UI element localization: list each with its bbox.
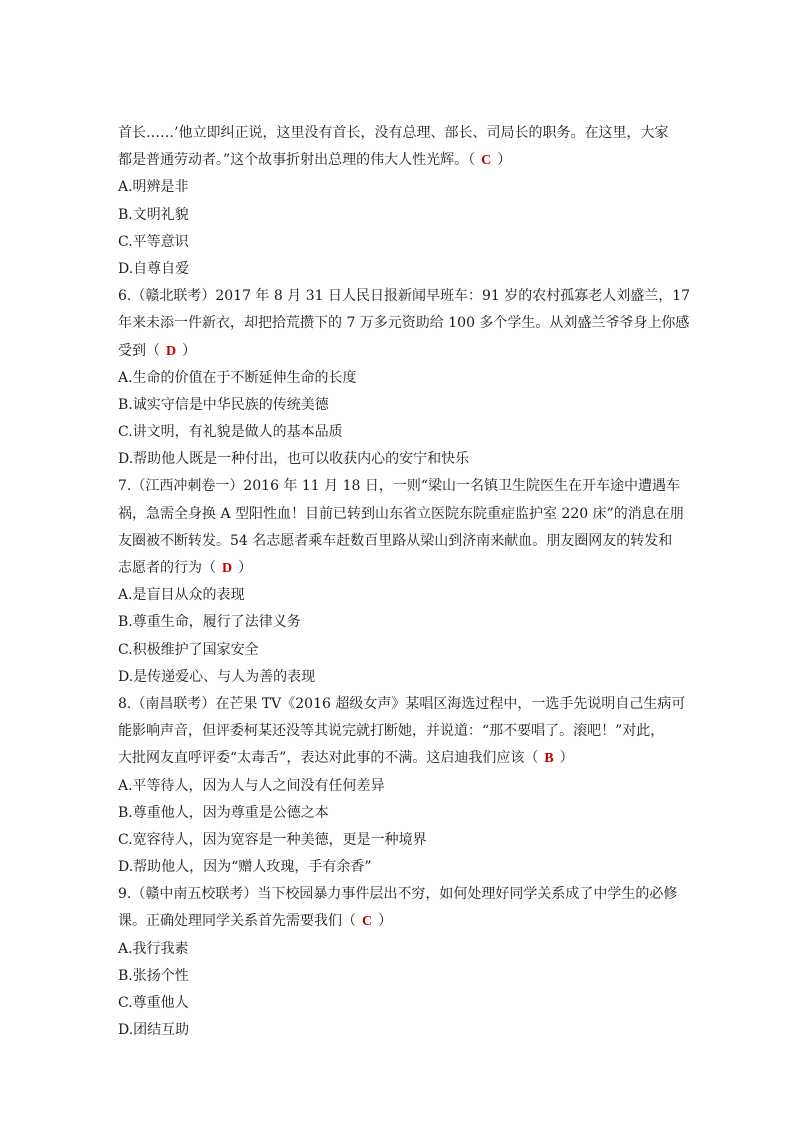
question-text: 受到（	[118, 342, 160, 359]
option-b: B.张扬个性	[118, 967, 189, 984]
option-d: D.是传递爱心、与人为善的表现	[118, 668, 316, 685]
option-b: B.文明礼貌	[118, 206, 189, 223]
close-paren: ）	[182, 342, 197, 359]
option-a: A.生命的价值在于不断延伸生命的长度	[118, 369, 357, 386]
option-b: B.诚实守信是中华民族的传统美德	[118, 396, 329, 413]
question-text: 大批网友直呼评委“太毒舌”，表达对此事的不满。这启迪我们应该（	[118, 750, 539, 767]
option-a: A.我行我素	[118, 940, 189, 957]
option-a: A.明辨是非	[118, 179, 189, 196]
question-text-line	[118, 908, 680, 935]
question-9	[118, 881, 680, 1044]
answer-mark: C	[481, 153, 492, 169]
question-text-line: 祸，急需全身换 A 型阳性血！目前已转到山东省立医院东院重症监护室 220 床”的消息在朋	[118, 505, 684, 522]
question-text-line: 友圈被不断转发。54 名志愿者乘车赶数百里路从梁山到济南来献血。朋友圈网友的转发和	[118, 532, 673, 549]
option-b: B.尊重他人，因为尊重是公德之本	[118, 804, 329, 821]
question-text: 志愿者的行为（	[118, 560, 216, 576]
option-d: D.帮助他人，因为“赠人玫瑰，手有余香”	[118, 859, 372, 876]
option-d: D.团结互助	[118, 1022, 190, 1039]
option-c: C.宽容待人，因为宽容是一种美德，更是一种境界	[118, 831, 427, 848]
option-a: A.是盲目从众的表现	[118, 587, 245, 604]
question-text-line: 首长……’他立即纠正说，这里没有首长，没有总理、部长、司局长的职务。在这里，大家	[118, 125, 669, 141]
question-text-line	[118, 147, 680, 174]
question-text-line: 7.（江西冲刺卷一）2016 年 11 月 18 日，一则“梁山一名镇卫生院医生在开车途中遭遇车	[118, 478, 681, 495]
close-paren: ）	[497, 152, 512, 169]
question-text-line: 9.（赣中南五校联考）当下校园暴力事件层出不穷，如何处理好同学关系成了中学生的必修	[118, 886, 678, 903]
close-paren: ）	[559, 750, 574, 767]
option-c: C.平等意识	[118, 233, 189, 250]
question-text: 都是普通劳动者。”这个故事折射出总理的伟大人性光辉。（	[118, 152, 476, 169]
answer-mark: D	[222, 561, 233, 576]
option-d: D.自尊自爱	[118, 260, 190, 277]
question-text-line	[118, 555, 680, 582]
question-7	[118, 473, 684, 691]
option-c: C.讲文明，有礼貌是做人的基本品质	[118, 424, 343, 441]
question-6	[118, 283, 691, 473]
option-a: A.平等待人，因为人与人之间没有任何差异	[118, 777, 385, 794]
answer-mark: C	[362, 914, 373, 930]
question-text-line	[118, 745, 680, 772]
option-d: D.帮助他人既是一种付出，也可以收获内心的安宁和快乐	[118, 451, 470, 468]
question-8	[118, 691, 686, 881]
answer-mark: D	[166, 343, 177, 359]
question-text-line: 能影响声音，但评委柯某还没等其说完就打断她，并说道：“那不要唱了。滚吧！”对此，	[118, 723, 665, 740]
option-c: C.积极维护了国家安全	[118, 641, 259, 658]
question-text-line: 8.（南昌联考）在芒果 TV《2016 超级女声》某唱区海选过程中，一选手先说明自己生病可	[118, 695, 686, 712]
answer-mark: B	[544, 751, 554, 767]
question-text-line: 6.（赣北联考）2017 年 8 月 31 日人民日报新闻早班车：91 岁的农村孤寡老人刘盛兰，17	[118, 288, 691, 305]
question-text-line	[118, 338, 680, 365]
close-paren: ）	[238, 560, 253, 576]
option-c: C.尊重他人	[118, 995, 189, 1011]
close-paren: ）	[378, 913, 393, 930]
document-page	[118, 120, 691, 1044]
question-text-line: 年来未添一件新衣，却把拾荒攒下的 7 万多元资助给 100 多个学生。从刘盛兰爷爷身上你感	[118, 315, 690, 332]
question-text: 课。正确处理同学关系首先需要我们（	[118, 913, 356, 930]
option-b: B.尊重生命，履行了法律义务	[118, 614, 301, 631]
question-5-continuation	[118, 120, 680, 283]
